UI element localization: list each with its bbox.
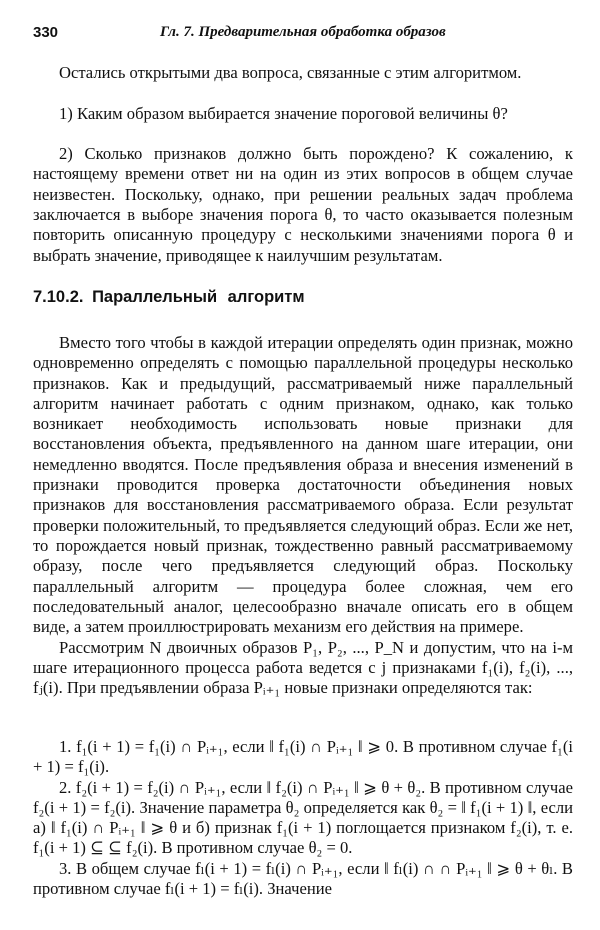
paragraph-consider-patterns: Рассмотрим N двоичных образов P₁, P₂, ..., P_N и допустим, что на i-м шаге итерационного процесса работа ведется с j признаками f₁(i), f₂(i), ..., fⱼ(i). При предъявлении образа Pᵢ₊₁ новые признаки определяются так: <box>33 637 573 698</box>
step-3: 3. В общем случае fₗ(i + 1) = fₗ(i) ∩ Pᵢ₊₁, если ‖ fₗ(i) ∩ ∩ Pᵢ₊₁ ‖ ⩾ θ + θₗ. В противном случае fₗ(i + 1) = fₗ(i). Значение <box>33 859 573 899</box>
running-head: Гл. 7. Предварительная обработка образов <box>160 24 446 40</box>
step-1: 1. f₁(i + 1) = f₁(i) ∩ Pᵢ₊₁, если ‖ f₁(i) ∩ Pᵢ₊₁ ‖ ⩾ 0. В противном случае f₁(i + 1) = f₁(i). <box>33 737 573 777</box>
section-heading <box>33 288 305 307</box>
section-number: 7.10.2. <box>33 288 84 306</box>
page-header <box>33 24 573 46</box>
section-title: Параллельный алгоритм <box>92 288 305 306</box>
page-number: 330 <box>33 24 59 41</box>
paragraph-question-2: 2) Сколько признаков должно быть порождено? К сожалению, к настоящему времени ответ ни на один из этих вопросов в общем случае неизвестен. Поскольку, однако, при решении реальных задач проблема заключается в выборе значения порога θ, то часто оказывается полезным повторить описанную процедуру с несколькими значениями порога θ и выбрать значение, приводящее к наилучшим результатам. <box>33 144 573 265</box>
step-2: 2. f₂(i + 1) = f₂(i) ∩ Pᵢ₊₁, если ‖ f₂(i) ∩ Pᵢ₊₁ ‖ ⩾ θ + θ₂. В противном случае f₂(i + 1) = f₂(i). Значение параметра θ₂ определяется как θ₂ = ‖ f₁(i + 1) ‖, если а) ‖ f₁(i) ∩ Pᵢ₊₁ ‖ ⩾ θ и б) признак f₁(i + 1) поглощается признаком f₂(i), т. е. f₁(i + 1) ⊆ ⊆ f₂(i). В противном случае θ₂ = 0. <box>33 777 573 858</box>
paragraph-open-questions: Остались открытыми два вопроса, связанные с этим алгоритмом. <box>59 63 522 82</box>
paragraph-question-1: 1) Каким образом выбирается значение пороговой величины θ? <box>59 103 508 123</box>
paragraph-parallel-intro: Вместо того чтобы в каждой итерации определять один признак, можно одновременно определять с помощью параллельной процедуры несколько признаков. Как и предыдущий, рассматриваемый ниже параллельный алгоритм начинает работать с одним признаком, однако, как только возникает необходимость использовать новые признаки для восстановления объекта, предъявленного на данном шаге итерации, они немедленно вводятся. После предъявления образа и внесения изменений в признаки проводится проверка достаточности объединения новых признаков для восстановления рассматриваемого образа. Если результат проверки положительный, то предъявляется следующий образ. Если же нет, то порождается новый признак, тождественно равный рассматриваемому образу, после чего предъявляется следующий образ. Поскольку параллельный алгоритм — процедура более сложная, чем его последовательный аналог, целесообразно вначале описать его в общем виде, а затем проиллюстрировать механизм его действия на примере. <box>33 333 573 637</box>
